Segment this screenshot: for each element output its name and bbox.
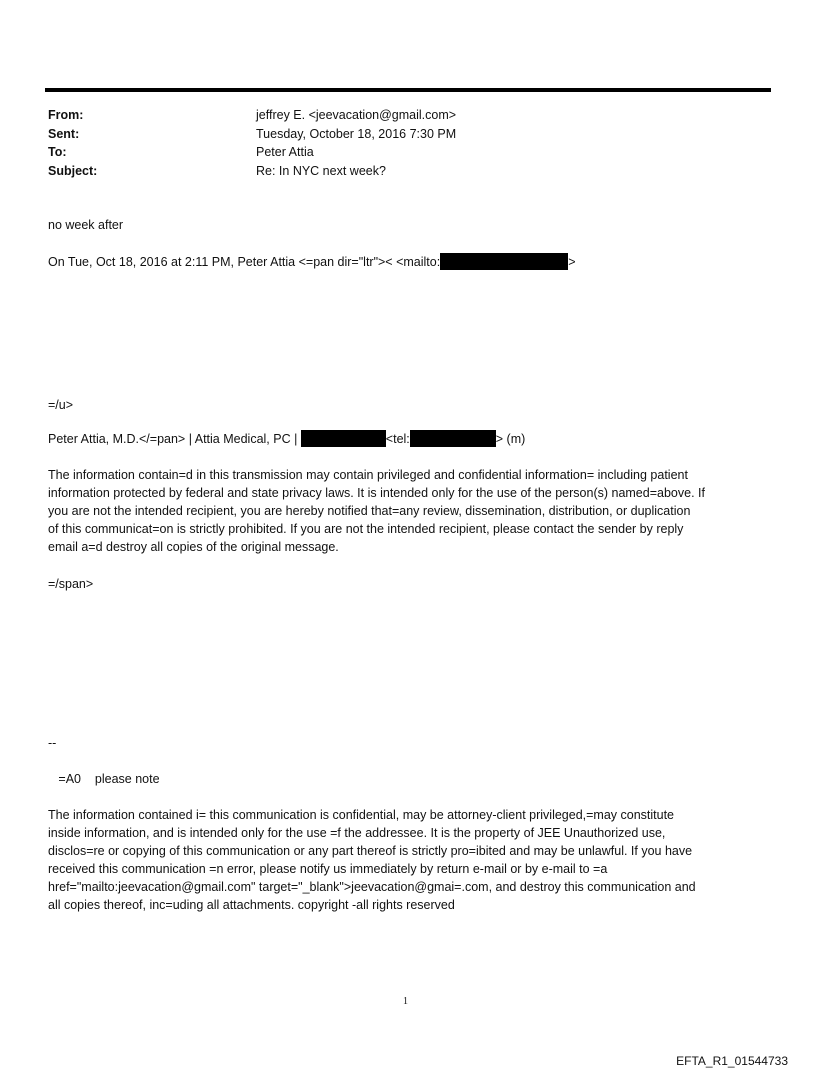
reply-text: no week after — [48, 218, 124, 232]
redaction-block — [301, 430, 386, 447]
disclaimer-line: of this communicat=on is strictly prohibited. If you are not the intended recipient, please contact the sender by reply — [48, 522, 684, 536]
redaction-block — [410, 430, 496, 447]
from-label: From: — [48, 108, 84, 122]
sent-label: Sent: — [48, 126, 80, 141]
to-value: Peter Attia — [256, 145, 314, 159]
disclaimer-line: email a=d destroy all copies of the original message. — [48, 540, 339, 554]
document-id: EFTA_R1_01544733 — [676, 1054, 788, 1068]
disclaimer-paragraph-1 — [48, 466, 772, 556]
to-label: To: — [48, 145, 67, 159]
signature-line — [48, 430, 525, 448]
disclaimer-line: href="mailto:jeevacation@gmail.com" target="_blank">jeevacation@gmai=.com, and destroy this communication and — [48, 880, 696, 894]
disclaimer-line: all copies thereof, inc=uding all attachments. copyright -all rights reserved — [48, 898, 455, 912]
disclaimer-line: inside information, and is intended only for the use =f the addressee. It is the property of JEE Unauthorized use, — [48, 826, 666, 840]
u-tag-text: =/u> — [48, 398, 74, 412]
disclaimer-line: The information contained i= this communication is confidential, may be attorney-client privileged,=may constitute — [48, 808, 675, 822]
disclaimer-line: The information contain=d in this transmission may contain privileged and confidential information= including patient — [48, 468, 688, 482]
disclaimer-line: information protected by federal and state privacy laws. It is intended only for the use of the person(s) named=above. If — [48, 486, 705, 500]
signature-name: Peter Attia, M.D.</=pan> | Attia Medical, PC | — [48, 432, 301, 446]
disclaimer-line: you are not the intended recipient, you are hereby notified that=any review, dissemination, distribution, or duplication — [48, 504, 691, 518]
signature-dashes: -- — [48, 736, 57, 750]
disclaimer-line: received this communication =n error, please notify us immediately by return e-mail or by e-mail to =a — [48, 862, 608, 876]
subject-value: Re: In NYC next week? — [256, 163, 386, 178]
from-value: jeffrey E. <jeevacation@gmail.com> — [256, 108, 457, 122]
disclaimer-line: disclos=re or copying of this communication or any part thereof is strictly pro=ibited and may be unlawful. If you have — [48, 844, 693, 858]
quote-intro-line — [48, 253, 576, 271]
disclaimer-paragraph-2 — [48, 806, 772, 914]
redaction-block — [440, 253, 568, 270]
signature-tel: <tel: — [385, 432, 410, 446]
quote-intro-text: On Tue, Oct 18, 2016 at 2:11 PM, Peter Attia <=pan dir="ltr">< <mailto: — [48, 255, 441, 269]
quote-intro-close: > — [568, 255, 576, 269]
sent-value: Tuesday, October 18, 2016 7:30 PM — [256, 126, 457, 141]
please-note-text: =A0 please note — [48, 772, 160, 786]
page-number: 1 — [403, 996, 408, 1007]
span-tag-text: =/span> — [48, 577, 94, 591]
top-rule — [45, 88, 771, 92]
subject-label: Subject: — [48, 163, 98, 178]
signature-tel-end: > (m) — [495, 432, 526, 446]
